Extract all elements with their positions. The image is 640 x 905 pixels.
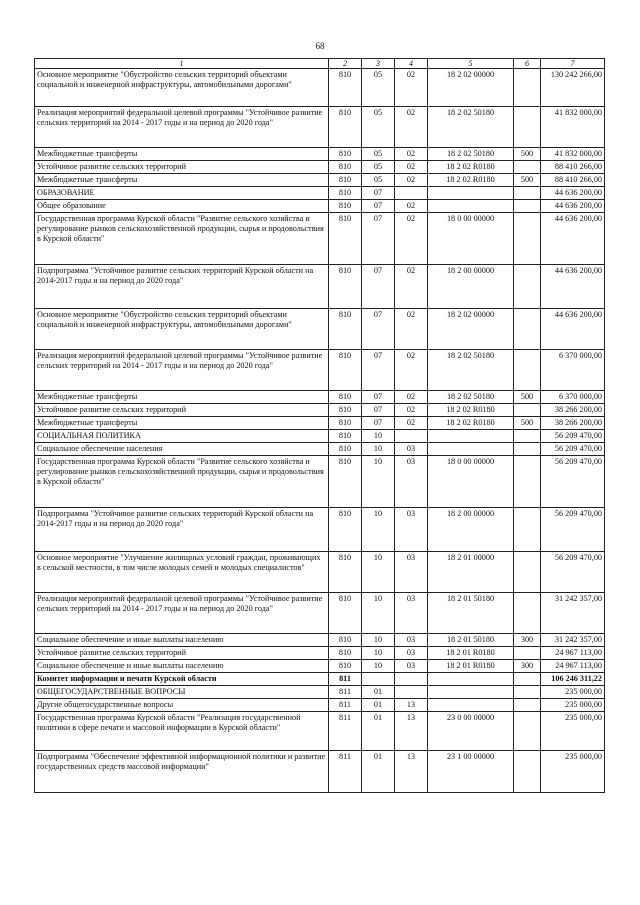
section-code: 10 xyxy=(362,660,395,673)
target-article-code: 18 2 02 00000 xyxy=(428,69,514,107)
section-code: 10 xyxy=(362,456,395,508)
expense-type-code xyxy=(514,647,541,660)
subsection-code: 02 xyxy=(395,417,428,430)
row-name: Межбюджетные трансферты xyxy=(35,417,329,430)
amount: 31 242 357,00 xyxy=(541,593,605,634)
section-code: 10 xyxy=(362,508,395,552)
ministry-code: 810 xyxy=(329,350,362,391)
ministry-code: 810 xyxy=(329,508,362,552)
row-name: Основное мероприятие "Обустройство сельских территорий объектами социальной и инженерной инфраструктуры, автомобильными дорогами" xyxy=(35,309,329,350)
row-name: Социальное обеспечение и иные выплаты населению xyxy=(35,660,329,673)
amount: 56 209 470,00 xyxy=(541,456,605,508)
amount: 235 000,00 xyxy=(541,751,605,793)
header-cell: 3 xyxy=(362,59,395,69)
ministry-code: 810 xyxy=(329,174,362,187)
amount: 130 242 266,00 xyxy=(541,69,605,107)
ministry-code: 810 xyxy=(329,404,362,417)
subsection-code: 03 xyxy=(395,634,428,647)
budget-table xyxy=(34,58,605,793)
expense-type-code xyxy=(514,350,541,391)
header-cell: 5 xyxy=(428,59,514,69)
ministry-code: 810 xyxy=(329,552,362,593)
row-name: ОБРАЗОВАНИЕ xyxy=(35,187,329,200)
target-article-code: 18 2 00 00000 xyxy=(428,265,514,309)
subsection-code: 13 xyxy=(395,712,428,751)
row-name: СОЦИАЛЬНАЯ ПОЛИТИКА xyxy=(35,430,329,443)
subsection-code: 03 xyxy=(395,443,428,456)
ministry-code: 810 xyxy=(329,417,362,430)
table-row xyxy=(35,593,605,634)
ministry-code: 811 xyxy=(329,712,362,751)
page-number: 68 xyxy=(315,41,325,51)
section-code: 05 xyxy=(362,161,395,174)
table-row xyxy=(35,187,605,200)
subsection-code: 03 xyxy=(395,660,428,673)
row-name: ОБЩЕГОСУДАРСТВЕННЫЕ ВОПРОСЫ xyxy=(35,686,329,699)
target-article-code: 18 2 02 00000 xyxy=(428,309,514,350)
table-row xyxy=(35,213,605,265)
expense-type-code xyxy=(514,443,541,456)
amount: 44 636 200,00 xyxy=(541,213,605,265)
header-row xyxy=(35,59,605,69)
ministry-code: 810 xyxy=(329,593,362,634)
row-name: Устойчивое развитие сельских территорий xyxy=(35,161,329,174)
subsection-code: 13 xyxy=(395,699,428,712)
subsection-code: 02 xyxy=(395,107,428,148)
expense-type-code xyxy=(514,107,541,148)
ministry-code: 810 xyxy=(329,213,362,265)
ministry-code: 810 xyxy=(329,200,362,213)
subsection-code: 13 xyxy=(395,751,428,793)
ministry-code: 810 xyxy=(329,443,362,456)
amount: 6 370 000,00 xyxy=(541,391,605,404)
section-code: 07 xyxy=(362,350,395,391)
target-article-code: 18 2 02 50180 xyxy=(428,148,514,161)
expense-type-code: 500 xyxy=(514,417,541,430)
row-name: Межбюджетные трансферты xyxy=(35,148,329,161)
target-article-code xyxy=(428,699,514,712)
target-article-code: 18 2 02 R0180 xyxy=(428,404,514,417)
row-name: Реализация мероприятий федеральной целевой программы "Устойчивое развитие сельских территорий на 2014 - 2017 годы и на период до 2020 года" xyxy=(35,107,329,148)
row-name: Реализация мероприятий федеральной целевой программы "Устойчивое развитие сельских территорий на 2014 - 2017 годы и на период до 2020 года" xyxy=(35,593,329,634)
expense-type-code xyxy=(514,673,541,686)
subsection-code: 02 xyxy=(395,213,428,265)
row-name: Подпрограмма "Устойчивое развитие сельских территорий Курской области на 2014-2017 годы и на период до 2020 года" xyxy=(35,265,329,309)
expense-type-code xyxy=(514,712,541,751)
section-code: 07 xyxy=(362,309,395,350)
ministry-code: 810 xyxy=(329,107,362,148)
amount: 44 636 200,00 xyxy=(541,200,605,213)
ministry-code: 810 xyxy=(329,634,362,647)
table-row xyxy=(35,647,605,660)
target-article-code: 18 2 01 50180 xyxy=(428,634,514,647)
section-code: 01 xyxy=(362,686,395,699)
section-code: 10 xyxy=(362,430,395,443)
target-article-code xyxy=(428,187,514,200)
ministry-code: 810 xyxy=(329,187,362,200)
section-code: 07 xyxy=(362,200,395,213)
section-code: 01 xyxy=(362,712,395,751)
row-name: Подпрограмма "Обеспечение эффективной информационной политики и развитие государственных средств массовой информации" xyxy=(35,751,329,793)
section-code: 05 xyxy=(362,148,395,161)
amount: 24 967 113,00 xyxy=(541,660,605,673)
row-name: Государственная программа Курской области "Реализация государственной политики в сфере печати и массовой информации в Курской области" xyxy=(35,712,329,751)
section-code xyxy=(362,673,395,686)
ministry-code: 810 xyxy=(329,69,362,107)
target-article-code: 18 2 02 R0180 xyxy=(428,174,514,187)
amount: 41 832 000,00 xyxy=(541,107,605,148)
target-article-code: 18 2 02 50180 xyxy=(428,107,514,148)
subsection-code: 03 xyxy=(395,508,428,552)
table-row xyxy=(35,200,605,213)
section-code: 07 xyxy=(362,404,395,417)
target-article-code: 23 0 00 00000 xyxy=(428,712,514,751)
header-cell: 1 xyxy=(35,59,329,69)
amount: 235 000,00 xyxy=(541,699,605,712)
section-code: 10 xyxy=(362,593,395,634)
section-code: 10 xyxy=(362,552,395,593)
amount: 44 636 200,00 xyxy=(541,187,605,200)
expense-type-code xyxy=(514,404,541,417)
section-code: 05 xyxy=(362,69,395,107)
subsection-code: 02 xyxy=(395,350,428,391)
amount: 88 410 266,00 xyxy=(541,161,605,174)
section-code: 05 xyxy=(362,107,395,148)
ministry-code: 810 xyxy=(329,309,362,350)
row-name: Комитет информации и печати Курской области xyxy=(35,673,329,686)
row-name: Социальное обеспечение и иные выплаты населению xyxy=(35,634,329,647)
subsection-code xyxy=(395,187,428,200)
amount: 44 636 200,00 xyxy=(541,309,605,350)
row-name: Государственная программа Курской области "Развитие сельского хозяйства и регулирование рынков сельскохозяйственной продукции, сырья и продовольствия в Курской области" xyxy=(35,456,329,508)
header-cell: 6 xyxy=(514,59,541,69)
section-code: 01 xyxy=(362,699,395,712)
table-row xyxy=(35,404,605,417)
target-article-code xyxy=(428,686,514,699)
table-row xyxy=(35,148,605,161)
expense-type-code xyxy=(514,309,541,350)
subsection-code: 02 xyxy=(395,391,428,404)
expense-type-code: 300 xyxy=(514,634,541,647)
section-code: 10 xyxy=(362,443,395,456)
amount: 106 246 311,22 xyxy=(541,673,605,686)
section-code: 07 xyxy=(362,391,395,404)
expense-type-code xyxy=(514,456,541,508)
expense-type-code xyxy=(514,200,541,213)
amount: 56 209 470,00 xyxy=(541,508,605,552)
table-row xyxy=(35,107,605,148)
subsection-code: 02 xyxy=(395,200,428,213)
row-name: Подпрограмма "Устойчивое развитие сельских территорий Курской области на 2014-2017 годы и на период до 2020 года" xyxy=(35,508,329,552)
subsection-code: 03 xyxy=(395,647,428,660)
section-code: 07 xyxy=(362,213,395,265)
target-article-code xyxy=(428,443,514,456)
expense-type-code: 500 xyxy=(514,391,541,404)
amount: 44 636 200,00 xyxy=(541,265,605,309)
target-article-code: 18 2 01 R0180 xyxy=(428,647,514,660)
table-row xyxy=(35,430,605,443)
section-code: 05 xyxy=(362,174,395,187)
row-name: Основное мероприятие "Улучшение жилищных условий граждан, проживающих в сельской местности, в том числе молодых семей и молодых специалистов" xyxy=(35,552,329,593)
subsection-code: 02 xyxy=(395,161,428,174)
expense-type-code xyxy=(514,751,541,793)
expense-type-code: 500 xyxy=(514,148,541,161)
row-name: Устойчивое развитие сельских территорий xyxy=(35,404,329,417)
expense-type-code: 300 xyxy=(514,660,541,673)
table-row xyxy=(35,174,605,187)
amount: 56 209 470,00 xyxy=(541,443,605,456)
ministry-code: 810 xyxy=(329,430,362,443)
row-name: Устойчивое развитие сельских территорий xyxy=(35,647,329,660)
row-name: Реализация мероприятий федеральной целевой программы "Устойчивое развитие сельских территорий на 2014 - 2017 годы и на период до 2020 года" xyxy=(35,350,329,391)
header-cell: 4 xyxy=(395,59,428,69)
ministry-code: 811 xyxy=(329,699,362,712)
table-row xyxy=(35,456,605,508)
subsection-code xyxy=(395,686,428,699)
target-article-code: 18 0 00 00000 xyxy=(428,213,514,265)
section-code: 10 xyxy=(362,647,395,660)
target-article-code xyxy=(428,200,514,213)
amount: 41 832 000,00 xyxy=(541,148,605,161)
expense-type-code: 500 xyxy=(514,174,541,187)
row-name: Другие общегосударственные вопросы xyxy=(35,699,329,712)
ministry-code: 811 xyxy=(329,751,362,793)
amount: 31 242 357,00 xyxy=(541,634,605,647)
target-article-code: 18 0 00 00000 xyxy=(428,456,514,508)
table-row xyxy=(35,417,605,430)
row-name: Основное мероприятие "Обустройство сельских территорий объектами социальной и инженерной инфраструктуры, автомобильными дорогами" xyxy=(35,69,329,107)
expense-type-code xyxy=(514,187,541,200)
section-code: 01 xyxy=(362,751,395,793)
section-code: 07 xyxy=(362,417,395,430)
target-article-code xyxy=(428,673,514,686)
table-row xyxy=(35,508,605,552)
subsection-code xyxy=(395,673,428,686)
ministry-code: 810 xyxy=(329,265,362,309)
target-article-code: 18 2 01 00000 xyxy=(428,552,514,593)
target-article-code: 18 2 00 00000 xyxy=(428,508,514,552)
table-row xyxy=(35,552,605,593)
expense-type-code xyxy=(514,593,541,634)
amount: 38 266 200,00 xyxy=(541,417,605,430)
subsection-code: 02 xyxy=(395,309,428,350)
subsection-code: 03 xyxy=(395,456,428,508)
table-row xyxy=(35,265,605,309)
row-name: Социальное обеспечение населения xyxy=(35,443,329,456)
expense-type-code xyxy=(514,69,541,107)
expense-type-code xyxy=(514,686,541,699)
subsection-code: 02 xyxy=(395,404,428,417)
table-row xyxy=(35,443,605,456)
target-article-code xyxy=(428,430,514,443)
table-row xyxy=(35,699,605,712)
ministry-code: 810 xyxy=(329,660,362,673)
row-name: Государственная программа Курской области "Развитие сельского хозяйства и регулирование рынков сельскохозяйственной продукции, сырья и продовольствия в Курской области" xyxy=(35,213,329,265)
table-row xyxy=(35,686,605,699)
table-row xyxy=(35,634,605,647)
row-name: Межбюджетные трансферты xyxy=(35,391,329,404)
subsection-code: 03 xyxy=(395,593,428,634)
ministry-code: 811 xyxy=(329,686,362,699)
table-row xyxy=(35,712,605,751)
amount: 24 967 113,00 xyxy=(541,647,605,660)
subsection-code: 02 xyxy=(395,69,428,107)
table-row xyxy=(35,309,605,350)
target-article-code: 18 2 02 R0180 xyxy=(428,161,514,174)
row-name: Общее образование xyxy=(35,200,329,213)
ministry-code: 811 xyxy=(329,673,362,686)
subsection-code: 03 xyxy=(395,552,428,593)
ministry-code: 810 xyxy=(329,161,362,174)
table-row xyxy=(35,69,605,107)
amount: 235 000,00 xyxy=(541,712,605,751)
target-article-code: 23 1 00 00000 xyxy=(428,751,514,793)
ministry-code: 810 xyxy=(329,647,362,660)
header-cell: 2 xyxy=(329,59,362,69)
expense-type-code xyxy=(514,265,541,309)
amount: 56 209 470,00 xyxy=(541,552,605,593)
amount: 88 410 266,00 xyxy=(541,174,605,187)
subsection-code: 02 xyxy=(395,174,428,187)
table-row xyxy=(35,391,605,404)
table-row xyxy=(35,673,605,686)
amount: 235 000,00 xyxy=(541,686,605,699)
target-article-code: 18 2 01 50180 xyxy=(428,593,514,634)
subsection-code: 02 xyxy=(395,265,428,309)
subsection-code: 02 xyxy=(395,148,428,161)
expense-type-code xyxy=(514,430,541,443)
table-row xyxy=(35,660,605,673)
section-code: 07 xyxy=(362,265,395,309)
amount: 38 266 200,00 xyxy=(541,404,605,417)
ministry-code: 810 xyxy=(329,456,362,508)
section-code: 10 xyxy=(362,634,395,647)
expense-type-code xyxy=(514,552,541,593)
table-row xyxy=(35,161,605,174)
ministry-code: 810 xyxy=(329,148,362,161)
expense-type-code xyxy=(514,213,541,265)
table-row xyxy=(35,350,605,391)
section-code: 07 xyxy=(362,187,395,200)
target-article-code: 18 2 01 R0180 xyxy=(428,660,514,673)
target-article-code: 18 2 02 R0180 xyxy=(428,417,514,430)
amount: 6 370 000,00 xyxy=(541,350,605,391)
amount: 56 209 470,00 xyxy=(541,430,605,443)
ministry-code: 810 xyxy=(329,391,362,404)
expense-type-code xyxy=(514,699,541,712)
table-row xyxy=(35,751,605,793)
target-article-code: 18 2 02 50180 xyxy=(428,350,514,391)
expense-type-code xyxy=(514,161,541,174)
target-article-code: 18 2 02 50180 xyxy=(428,391,514,404)
subsection-code xyxy=(395,430,428,443)
row-name: Межбюджетные трансферты xyxy=(35,174,329,187)
expense-type-code xyxy=(514,508,541,552)
header-cell: 7 xyxy=(541,59,605,69)
